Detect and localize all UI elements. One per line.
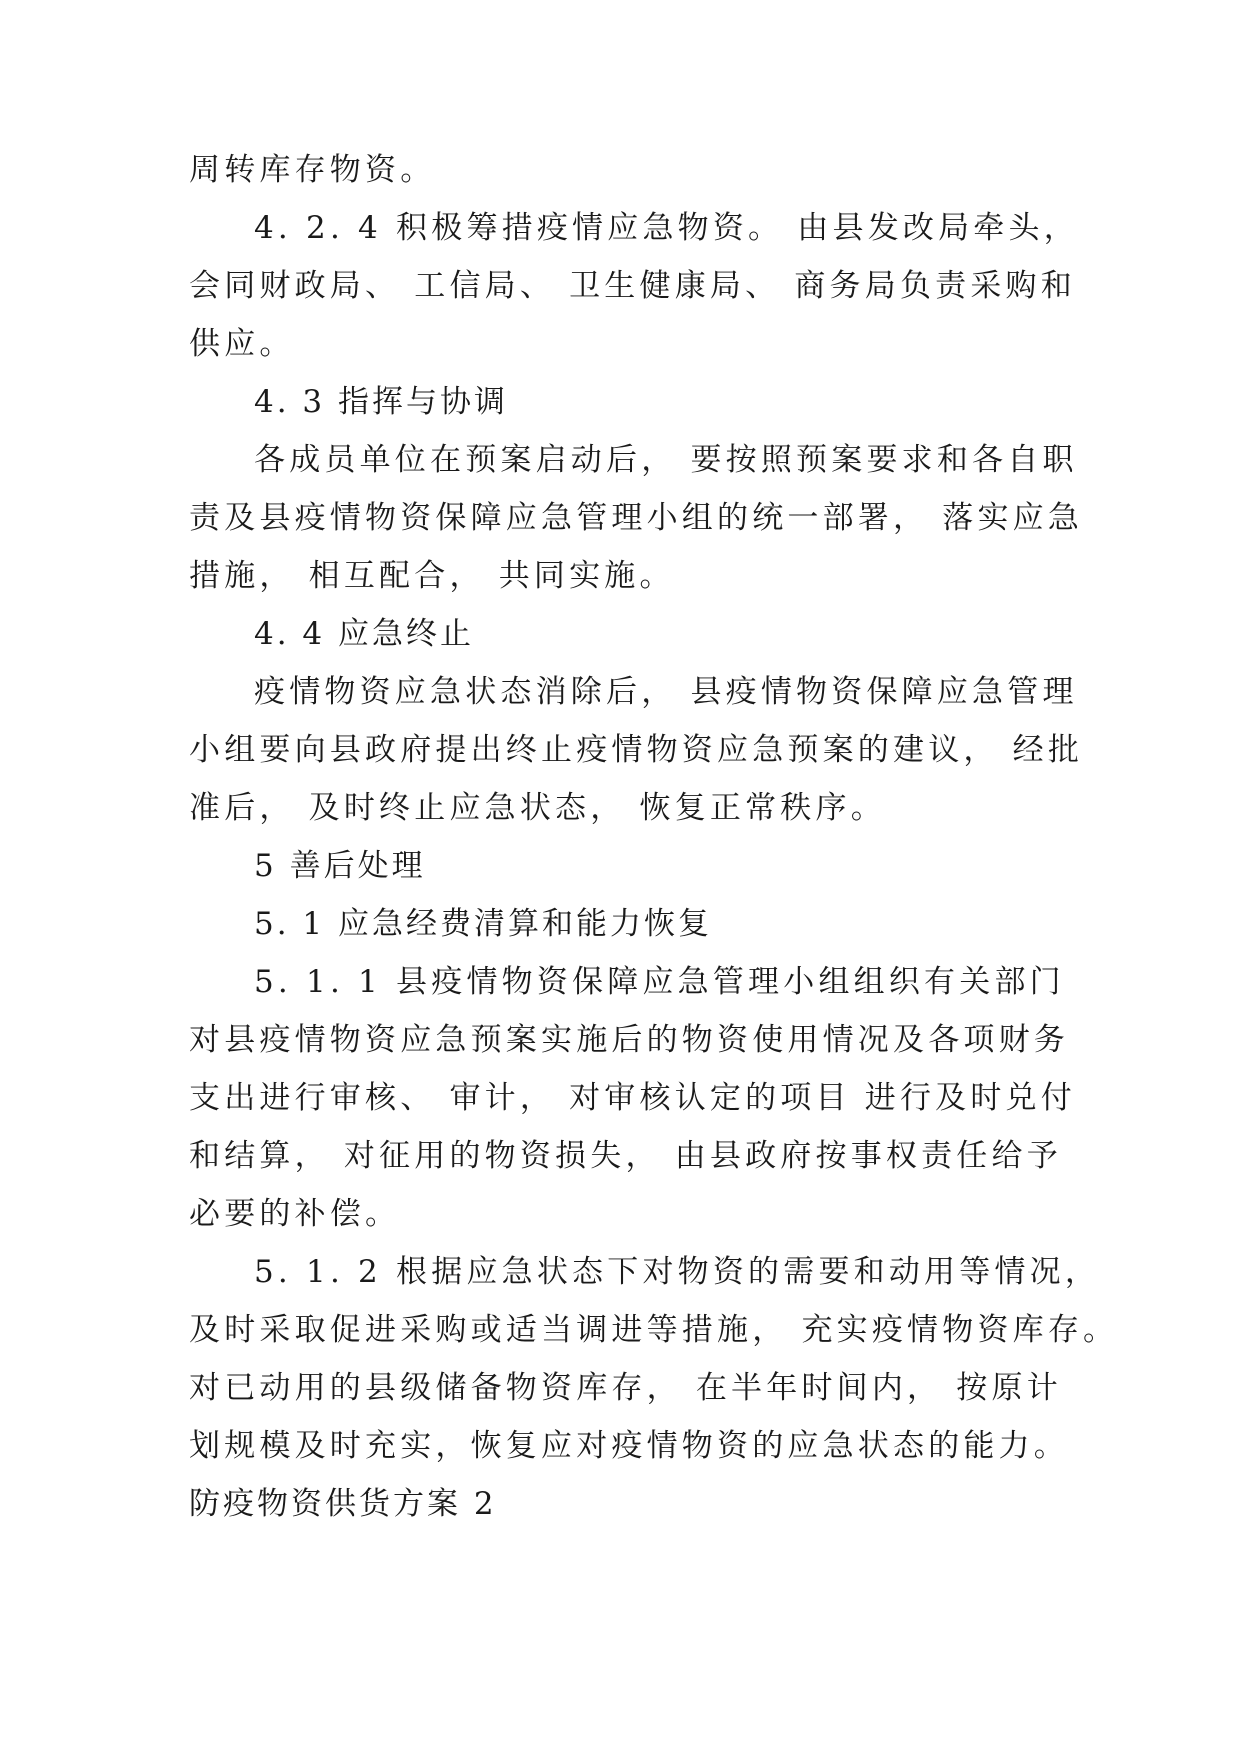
- body-text-line: 疫情物资应急状态消除后， 县疫情物资保障应急管理: [254, 674, 1078, 710]
- body-text-line: 小组要向县政府提出终止疫情物资应急预案的建议， 经批: [189, 732, 1084, 768]
- body-text-line: 准后， 及时终止应急状态， 恢复正常秩序。: [189, 790, 886, 826]
- body-text-line: 划规模及时充实，恢复应对疫情物资的应急状态的能力。: [189, 1428, 1069, 1464]
- section-heading: 5 善后处理: [254, 848, 426, 884]
- body-text-line: 责及县疫情物资保障应急管理小组的统一部署， 落实应急: [189, 500, 1084, 536]
- section-heading: 5. 1 应急经费清算和能力恢复: [254, 906, 713, 942]
- section-heading: 4. 3 指挥与协调: [254, 384, 509, 420]
- body-text-line: 会同财政局、 工信局、 卫生健康局、 商务局负责采购和: [189, 268, 1076, 304]
- body-text-line: 及时采取促进采购或适当调进等措施， 充实疫情物资库存。: [189, 1312, 1119, 1348]
- body-text-line: 对县疫情物资应急预案实施后的物资使用情况及各项财务: [189, 1022, 1069, 1058]
- section-heading: 4. 4 应急终止: [254, 616, 475, 652]
- body-text-line: 支出进行审核、 审计， 对审核认定的项目 进行及时兑付: [189, 1080, 1076, 1116]
- body-text-line: 4. 2. 4 积极筹措疫情应急物资。 由县发改局牵头，: [254, 210, 1079, 246]
- body-text-line: 供应。: [189, 326, 295, 362]
- body-text-line: 必要的补偿。: [189, 1196, 401, 1232]
- body-text-line: 和结算， 对征用的物资损失， 由县政府按事权责任给予: [189, 1138, 1062, 1174]
- body-text-line: 各成员单位在预案启动后， 要按照预案要求和各自职: [254, 442, 1078, 478]
- body-text-line: 措施， 相互配合， 共同实施。: [189, 558, 675, 594]
- body-text-line: 对已动用的县级储备物资库存， 在半年时间内， 按原计: [189, 1370, 1062, 1406]
- body-text-line: 5. 1. 2 根据应急状态下对物资的需要和动用等情况，: [254, 1254, 1101, 1290]
- body-text-line: 周转库存物资。: [189, 152, 436, 188]
- body-text-line: 5. 1. 1 县疫情物资保障应急管理小组组织有关部门: [254, 964, 1065, 1000]
- document-subtitle: 防疫物资供货方案 2: [189, 1486, 497, 1522]
